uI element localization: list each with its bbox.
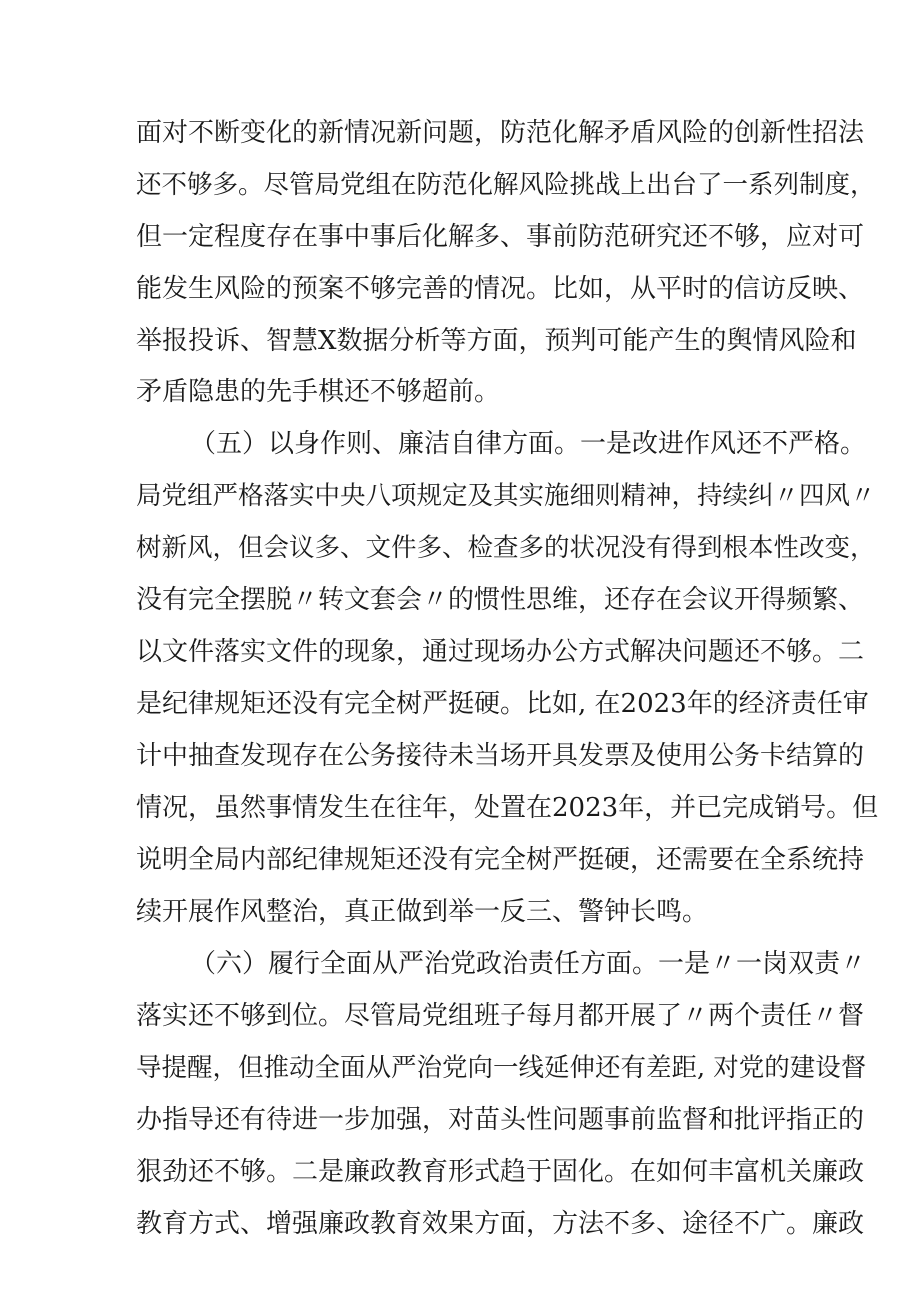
text-line-18: 落实还不够到位。尽管局党组班子每月都开展了〃两个责任〃督 (136, 1001, 865, 1031)
text-line-2: 还不够多。尽管局党组在防范化解风险挑战上出台了一系列制度， (136, 170, 876, 200)
text-line-17: （六）履行全面从严治党政治责任方面。一是〃一岗双责〃 (190, 949, 867, 979)
text-line-10: 没有完全摆脱〃转文套会〃的惯性思维，还存在会议开得频繁、 (136, 585, 865, 615)
text-line-19: 导提醒，但推动全面从严治党向一线延伸还有差距, 对党的建设督 (136, 1053, 867, 1083)
text-line-20: 办指导还有待进一步加强，对苗头性问题事前监督和批评指正的 (136, 1105, 865, 1135)
text-line-14: 情况，虽然事情发生在往年，处置在2023年，并已完成销号。但 (136, 793, 879, 823)
text-line-3: 但一定程度存在事中事后化解多、事前防范研究还不够，应对可 (136, 222, 865, 252)
text-line-21: 狠劲还不够。二是廉政教育形式趋于固化。在如何丰富机关廉政 (136, 1157, 865, 1187)
text-line-22: 教育方式、增强廉政教育效果方面，方法不多、途径不广。廉政 (136, 1209, 865, 1239)
text-line-6: 矛盾隐患的先手棋还不够超前。 (136, 377, 501, 407)
text-line-1: 面对不断变化的新情况新问题，防范化解矛盾风险的创新性招法 (136, 118, 865, 148)
text-line-7: （五）以身作则、廉洁自律方面。一是改进作风还不严格。 (190, 429, 867, 459)
text-line-15: 说明全局内部纪律规矩还没有完全树严挺硬，还需要在全系统持 (136, 845, 865, 875)
text-line-12: 是纪律规矩还没有完全树严挺硬。比如, 在2023年的经济责任审 (136, 689, 869, 719)
text-line-8: 局党组严格落实中央八项规定及其实施细则精神，持续纠〃四风〃 (136, 481, 876, 511)
text-line-4: 能发生风险的预案不够完善的情况。比如，从平时的信访反映、 (136, 274, 865, 304)
text-line-13: 计中抽查发现存在公务接待未当场开具发票及使用公务卡结算的 (136, 741, 865, 771)
text-line-9: 树新风，但会议多、文件多、检查多的状况没有得到根本性改变， (136, 533, 876, 563)
text-line-5: 举报投诉、智慧X数据分析等方面，预判可能产生的舆情风险和 (136, 326, 857, 356)
text-line-16: 续开展作风整治，真正做到举一反三、警钟长鸣。 (136, 897, 709, 927)
text-line-11: 以文件落实文件的现象，通过现场办公方式解决问题还不够。二 (136, 637, 865, 667)
